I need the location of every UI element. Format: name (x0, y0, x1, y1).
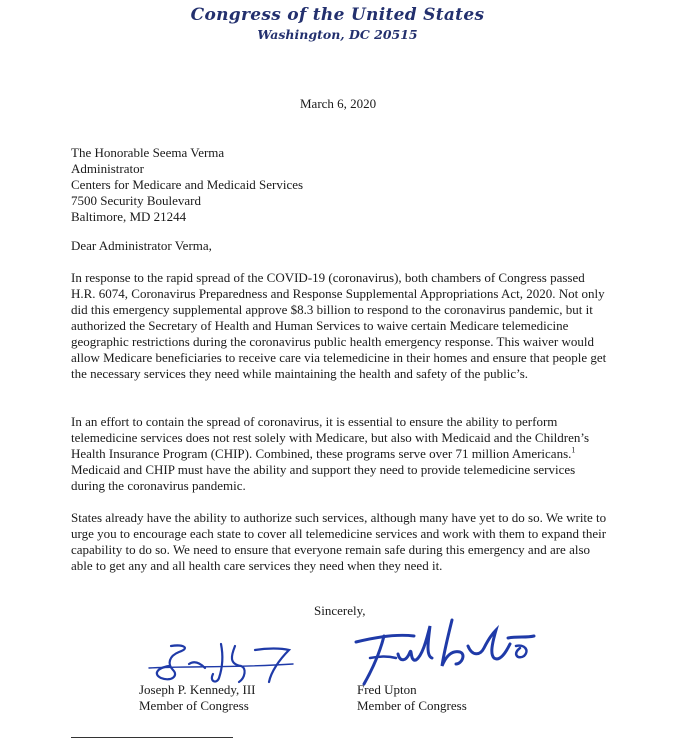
body-paragraph-1: In response to the rapid spread of the COVID-19 (coronavirus), both chambers of Congress passed H.R. 6074, Coronavirus Preparedness and Response Supplemental Appropriations Act, 2020. Not only did this emergency supplemental approve $8.3 billion to respond to the coronavirus pandemic, but it authorized the Secretary of Health and Human Services to waive certain Medicare telemedicine geographic restrictions during the coronavirus public health emergency response. This waiver would allow Medicare beneficiaries to receive care via telemedicine in their homes and ensure that people get the necessary services they need while maintaining the health and safety of the public’s. (71, 270, 607, 381)
recipient-street: 7500 Security Boulevard (71, 193, 201, 208)
recipient-city: Baltimore, MD 21244 (71, 209, 187, 224)
recipient-name: The Honorable Seema Verma (71, 145, 225, 160)
signer-title: Member of Congress (139, 698, 249, 713)
footnote-marker: 1 (571, 445, 576, 455)
paragraph-2-text-a: In an effort to contain the spread of coronavirus, it is essential to ensure the ability to perform telemedicine services does not rest solely with Medicare, but also with Medicaid and the Children’s Health Insurance Program (CHIP). Combined, these programs serve over 71 million Americans. (71, 414, 590, 461)
body-paragraph-3: States already have the ability to authorize such services, although many have yet to do so. We write to urge you to encourage each state to cover all telemedicine services and work with them to expand their capability to do so. We need to ensure that everyone remain safe during this emergency and are also able to get any and all health care services they need when they need it. (71, 510, 607, 573)
signer-name: Joseph P. Kennedy, III (139, 682, 256, 697)
signer-kennedy (139, 682, 256, 714)
salutation: Dear Administrator Verma, (71, 238, 212, 253)
signer-upton (357, 682, 467, 714)
letterhead-location: Washington, DC 20515 (257, 27, 418, 42)
recipient-title: Administrator (71, 161, 144, 176)
signer-name: Fred Upton (357, 682, 417, 697)
footnote-divider (71, 737, 233, 738)
recipient-organization: Centers for Medicare and Medicaid Services (71, 177, 304, 192)
closing: Sincerely, (314, 603, 366, 618)
body-paragraph-2 (71, 414, 611, 494)
letterhead (0, 4, 675, 43)
letter-date: March 6, 2020 (300, 96, 377, 111)
recipient-address (71, 145, 303, 225)
letterhead-title: Congress of the United States (190, 5, 485, 25)
kennedy-signature (143, 638, 313, 686)
signer-title: Member of Congress (357, 698, 467, 713)
upton-signature (340, 612, 540, 692)
paragraph-2-text-b: Medicaid and CHIP must have the ability and support they need to provide telemedicine services during the coronavirus pandemic. (71, 462, 576, 493)
